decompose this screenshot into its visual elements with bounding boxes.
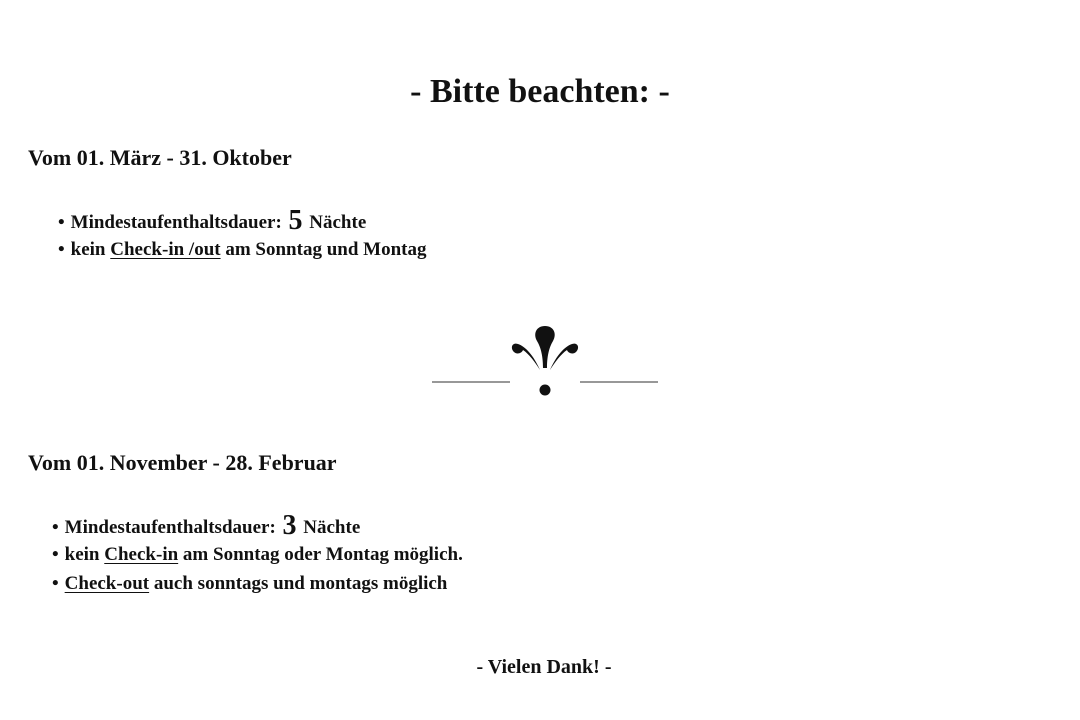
rule-underlined-term: Check-in: [104, 544, 179, 565]
min-nights-value: 5: [288, 205, 303, 236]
rule-label: Mindestaufenthaltsdauer:: [64, 517, 276, 538]
rule-prefix: kein: [64, 544, 100, 565]
rule-unit: Nächte: [309, 212, 367, 233]
bullet-icon: •: [58, 239, 65, 260]
bullet-icon: •: [52, 573, 59, 594]
season-heading-winter: Vom 01. November - 28. Februar: [28, 450, 337, 475]
season-rules-summer: [58, 206, 426, 264]
rule-text: auch sonntags und montags möglich: [153, 573, 448, 594]
rule-text: am Sonntag und Montag: [225, 239, 427, 260]
fleur-de-lis-icon: [512, 326, 578, 396]
fleur-de-lis-divider-icon: [430, 318, 660, 402]
rule-checkin-winter: [52, 540, 463, 569]
rule-checkin-summer: [58, 235, 426, 264]
closing-thanks: - Vielen Dank! -: [476, 656, 612, 678]
season-heading-summer: Vom 01. März - 31. Oktober: [28, 145, 292, 170]
page-title: - Bitte beachten: -: [410, 73, 670, 110]
rule-label: Mindestaufenthaltsdauer:: [70, 212, 282, 233]
bullet-icon: •: [52, 517, 59, 538]
rule-text: am Sonntag oder Montag möglich.: [182, 544, 463, 565]
bullet-icon: •: [52, 544, 59, 565]
rule-underlined-term: Check-out: [64, 573, 150, 594]
bullet-icon: •: [58, 212, 65, 233]
rule-underlined-term: Check-in /out: [110, 239, 221, 260]
rule-min-stay-winter: [52, 511, 463, 540]
rule-checkout-winter: [52, 569, 463, 598]
rule-min-stay-summer: [58, 206, 426, 235]
season-rules-winter: [52, 511, 463, 598]
rule-unit: Nächte: [303, 517, 361, 538]
min-nights-value: 3: [282, 510, 297, 541]
rule-prefix: kein: [70, 239, 106, 260]
